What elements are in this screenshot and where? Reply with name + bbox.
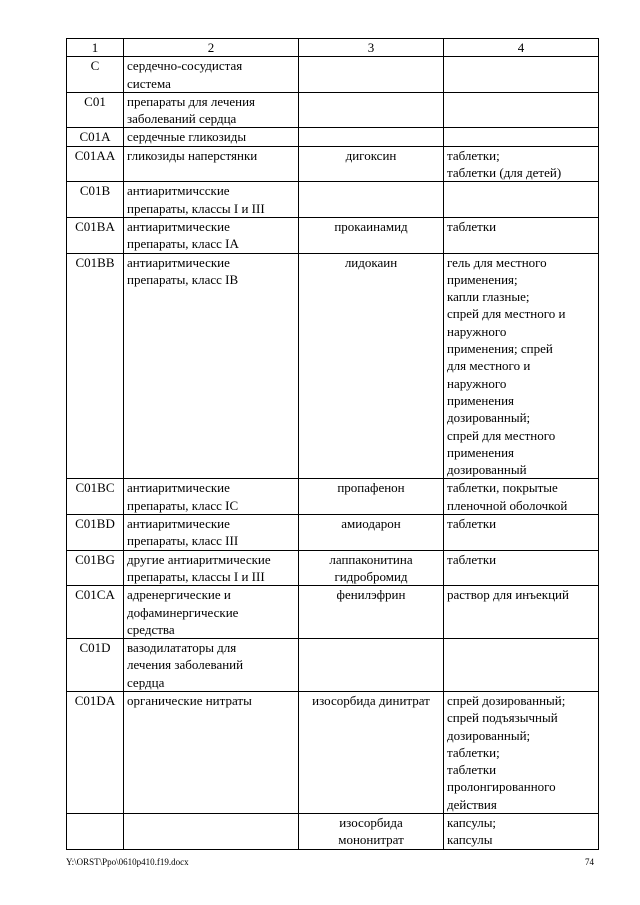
dosage-form-cell: таблетки; таблетки (для детей): [444, 146, 599, 182]
table-row: [67, 550, 599, 586]
group-name-cell: сердечные гликозиды: [124, 128, 299, 146]
table-row: [67, 128, 599, 146]
group-name-cell: адренергические и дофаминергические средства: [124, 586, 299, 639]
atc-code-cell: C01DA: [67, 691, 124, 813]
dosage-form-cell: спрей дозированный; спрей подъязычный дозированный; таблетки; таблетки пролонгированного действия: [444, 691, 599, 813]
group-name-cell: вазодилататоры для лечения заболеваний сердца: [124, 639, 299, 692]
drug-name-cell: [299, 639, 444, 692]
atc-code-cell: C01D: [67, 639, 124, 692]
dosage-form-cell: таблетки, покрытые пленочной оболочкой: [444, 479, 599, 515]
group-name-cell: антиаритмические препараты, класс IC: [124, 479, 299, 515]
table-row: [67, 639, 599, 692]
dosage-form-cell: [444, 182, 599, 218]
atc-code-cell: C01BB: [67, 253, 124, 479]
group-name-cell: антиаритмические препараты, класс IB: [124, 253, 299, 479]
drug-classification-table: [66, 38, 599, 850]
dosage-form-cell: раствор для инъекций: [444, 586, 599, 639]
atc-code-cell: C01A: [67, 128, 124, 146]
column-number-3: 3: [299, 39, 444, 57]
drug-name-cell: изосорбида мононитрат: [299, 814, 444, 850]
group-name-cell: другие антиаритмические препараты, классы I и III: [124, 550, 299, 586]
table-row: [67, 92, 599, 128]
group-name-cell: органические нитраты: [124, 691, 299, 813]
dosage-form-cell: [444, 92, 599, 128]
drug-name-cell: прокаинамид: [299, 217, 444, 253]
dosage-form-cell: гель для местного применения; капли глазные; спрей для местного и наружного применения; спрей для местного и наружного применения дозированный; спрей для местного применения дозированный: [444, 253, 599, 479]
group-name-cell: антиаритмичсские препараты, классы I и III: [124, 182, 299, 218]
dosage-form-cell: таблетки: [444, 515, 599, 551]
group-name-cell: антиаритмические препараты, класс IA: [124, 217, 299, 253]
atc-code-cell: C01B: [67, 182, 124, 218]
atc-code-cell: C01CA: [67, 586, 124, 639]
table-row: [67, 515, 599, 551]
drug-name-cell: [299, 57, 444, 93]
group-name-cell: гликозиды наперстянки: [124, 146, 299, 182]
atc-code-cell: C01BD: [67, 515, 124, 551]
table-row: [67, 814, 599, 850]
drug-name-cell: изосорбида динитрат: [299, 691, 444, 813]
atc-code-cell: C01BG: [67, 550, 124, 586]
table-row: [67, 182, 599, 218]
dosage-form-cell: [444, 639, 599, 692]
page-number: 74: [585, 857, 594, 867]
dosage-form-cell: [444, 57, 599, 93]
column-number-1: 1: [67, 39, 124, 57]
table-row: [67, 691, 599, 813]
column-number-4: 4: [444, 39, 599, 57]
drug-name-cell: [299, 182, 444, 218]
column-number-row: [67, 39, 599, 57]
drug-name-cell: фенилэфрин: [299, 586, 444, 639]
group-name-cell: сердечно-сосудистая система: [124, 57, 299, 93]
atc-code-cell: [67, 814, 124, 850]
table-row: [67, 217, 599, 253]
group-name-cell: препараты для лечения заболеваний сердца: [124, 92, 299, 128]
table-row: [67, 146, 599, 182]
drug-name-cell: амиодарон: [299, 515, 444, 551]
atc-code-cell: C01AA: [67, 146, 124, 182]
group-name-cell: антиаритмические препараты, класс III: [124, 515, 299, 551]
group-name-cell: [124, 814, 299, 850]
atc-code-cell: C01BC: [67, 479, 124, 515]
table-row: [67, 253, 599, 479]
dosage-form-cell: капсулы; капсулы: [444, 814, 599, 850]
drug-name-cell: дигоксин: [299, 146, 444, 182]
dosage-form-cell: [444, 128, 599, 146]
drug-name-cell: лидокаин: [299, 253, 444, 479]
drug-name-cell: [299, 128, 444, 146]
table-row: [67, 479, 599, 515]
dosage-form-cell: таблетки: [444, 550, 599, 586]
column-number-2: 2: [124, 39, 299, 57]
drug-name-cell: лаппаконитина гидробромид: [299, 550, 444, 586]
drug-name-cell: пропафенон: [299, 479, 444, 515]
dosage-form-cell: таблетки: [444, 217, 599, 253]
atc-code-cell: C01: [67, 92, 124, 128]
atc-code-cell: C: [67, 57, 124, 93]
table-row: [67, 586, 599, 639]
atc-code-cell: C01BA: [67, 217, 124, 253]
drug-name-cell: [299, 92, 444, 128]
table-row: [67, 57, 599, 93]
footer-file-path: Y:\ORST\Ppo\0610p410.f19.docx: [66, 857, 189, 867]
